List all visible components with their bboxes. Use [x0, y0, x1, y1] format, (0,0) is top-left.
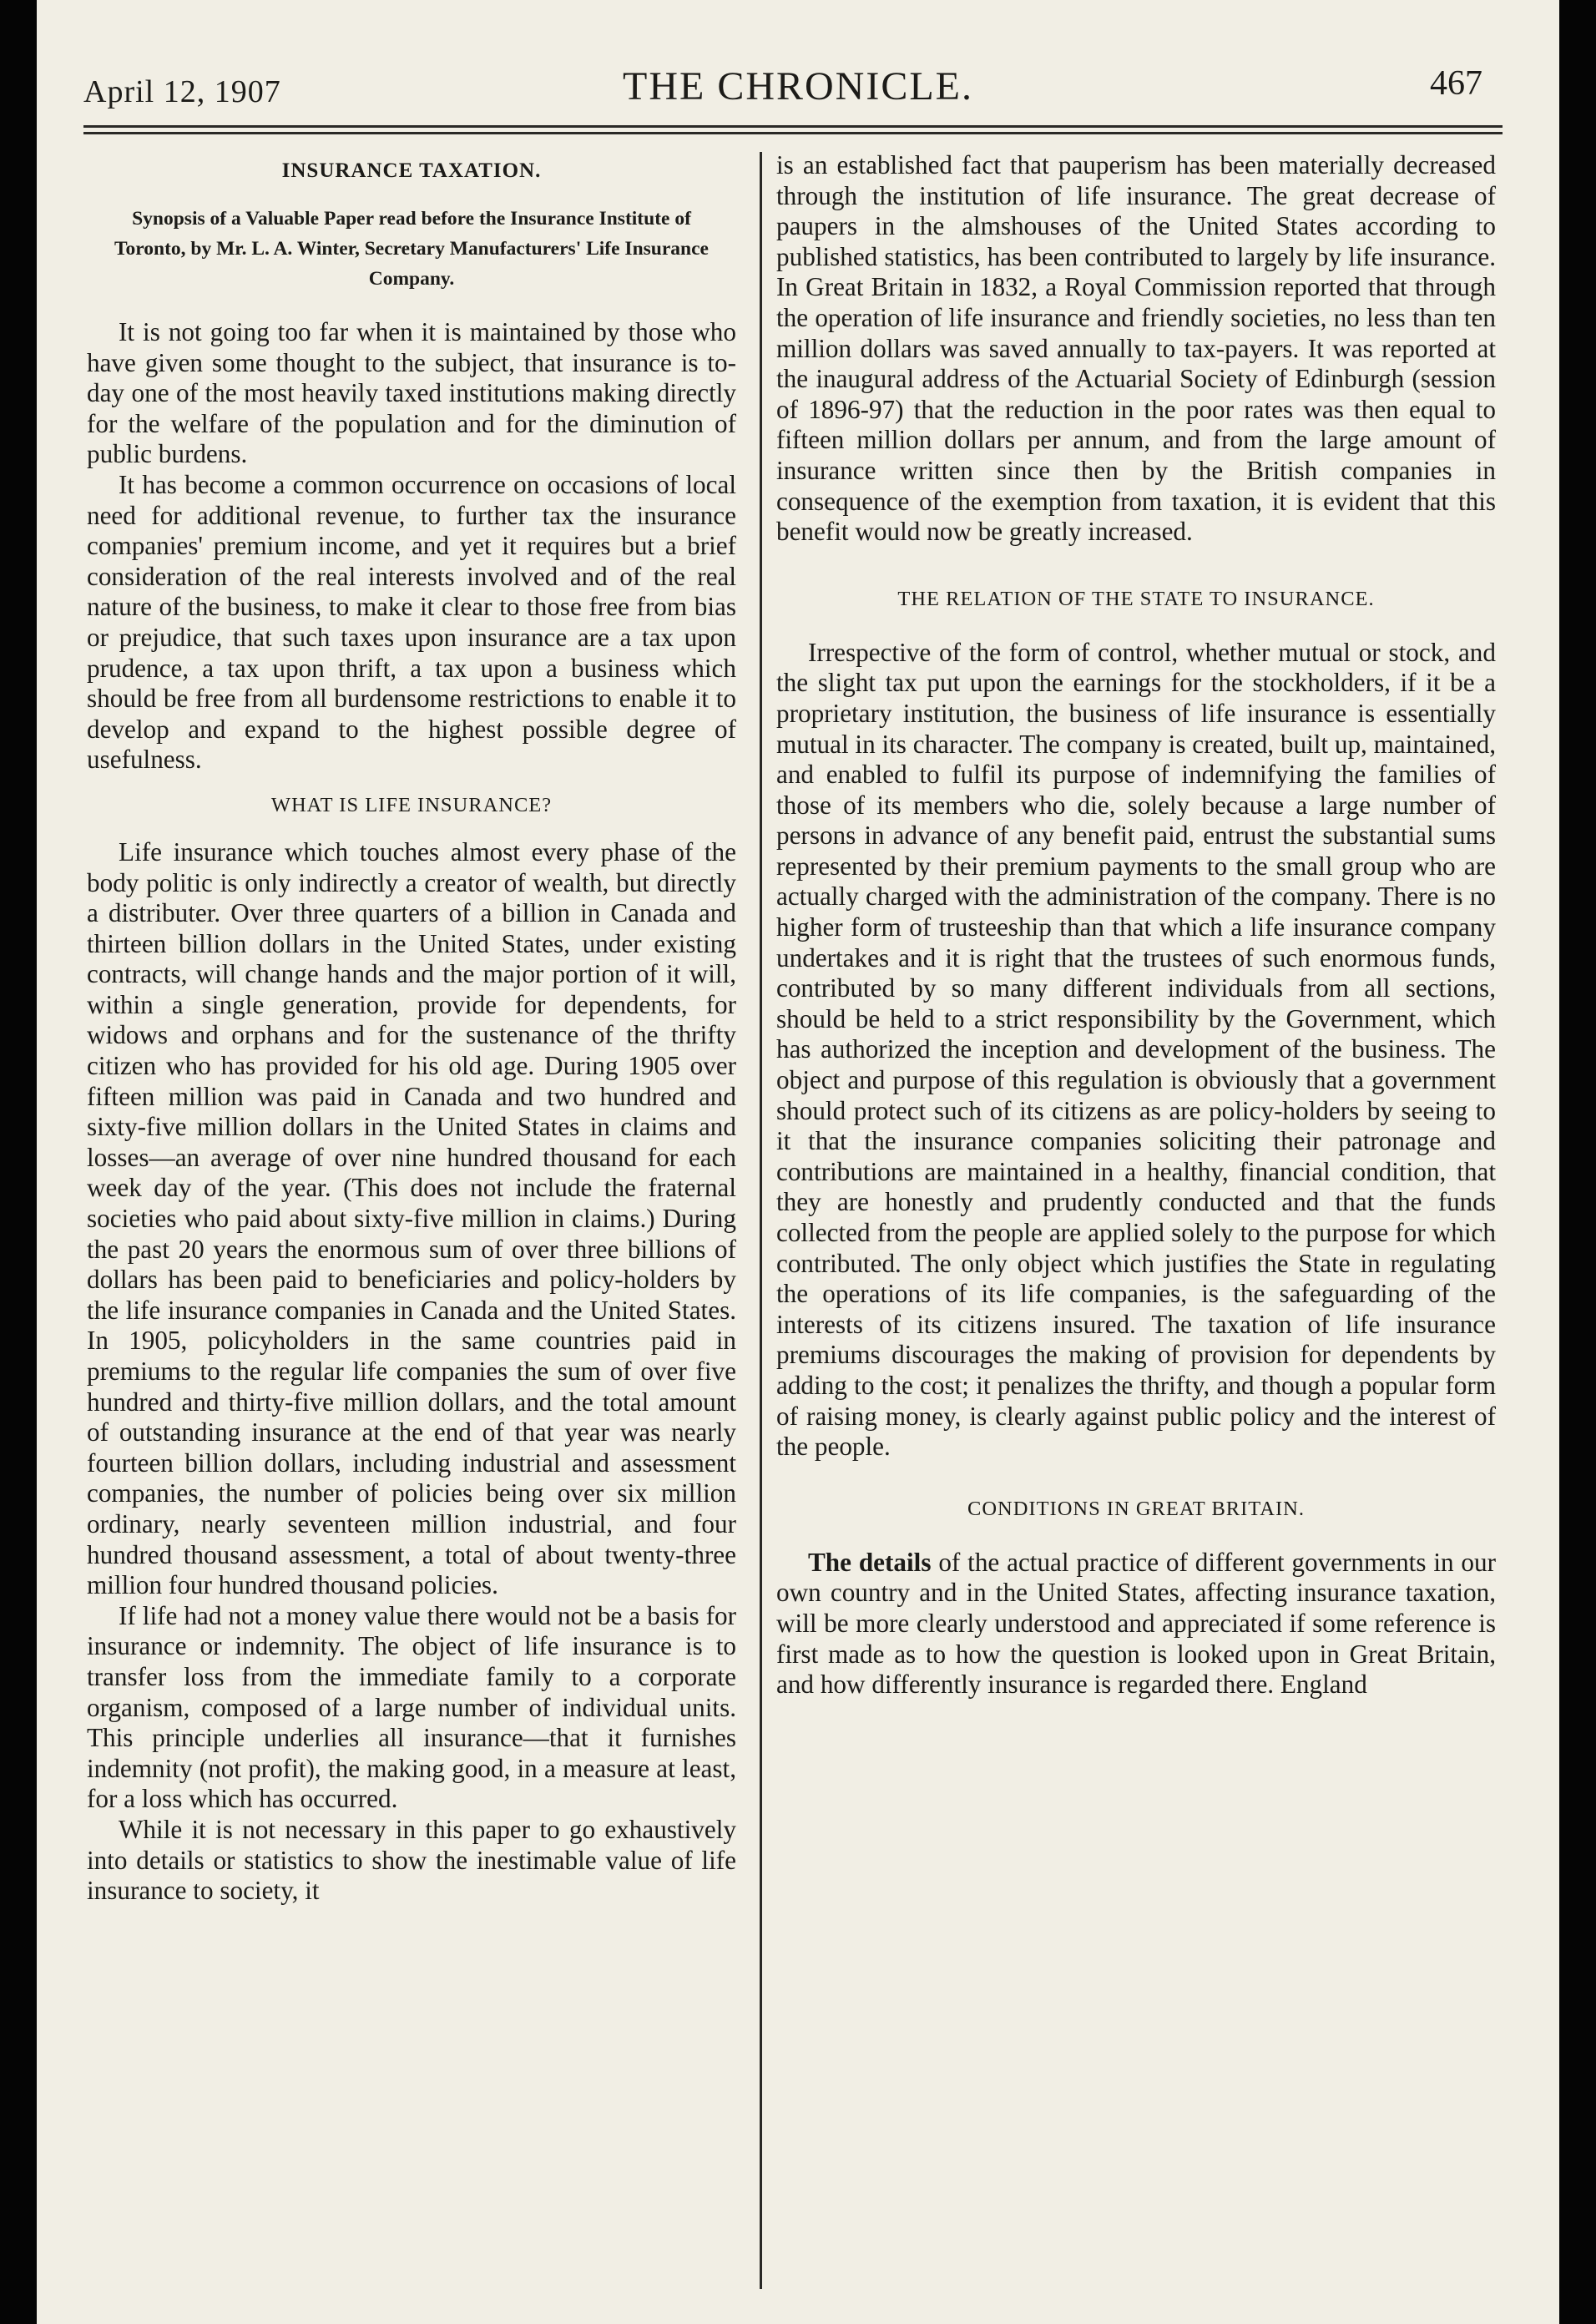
paragraph: Life insurance which touches almost every phase of the body politic is only indirectly a creator of wealth, but directly a distributer. Over three quarters of a billion in Canada and thirteen billion dollars in the United States, under existing contracts, will change hands and the major portion of it will, within a single generation, provide for dependents, for widows and orphans and for the sustenance of the thrifty citizen who has provided for his old age. During 1905 over fifteen million was paid in Canada and two hundred and sixty-five million dollars in the United States in claims and losses—an average of over nine hundred thousand for each week day of the year. (This does not include the fraternal societies who paid about sixty-five million in claims.) During the past 20 years the enormous sum of over three billions of dollars has been paid to beneficiaries and policy-holders by the life insurance companies in Canada and the United States. In 1905, policyholders in the same countries paid in premiums to the regular life companies the sum of over five hundred and thirty-five million dollars, and the total amount of outstanding insurance at the end of that year was nearly fourteen billion dollars, including industrial and assessment companies, the number of policies being over six million ordinary, nearly seventeen million industrial, and four hundred thousand assessment, a total of about twenty-three million four hundred thousand policies.	[87, 836, 736, 1600]
section-heading: WHAT IS LIFE INSURANCE?	[270, 793, 553, 816]
page-number: 467	[1430, 64, 1482, 103]
header-rule-bottom	[83, 132, 1503, 134]
paragraph: Irrespective of the form of control, whether mutual or stock, and the slight tax put upon the earnings for the stockholders, if it be a proprietary institution, the business of life insurance is essentially mutual in its character. The company is created, built up, maintained, and enabled to fulfil its purpose of indemnifying the families of those of its members who die, solely because a large number of persons in advance of any benefit paid, entrust the substantial sums represented by their premium payments to the small group who are actually charged with the administration of the company. There is no higher form of trusteeship than that which a life insurance company undertakes and it is right that the trustees of such enormous funds, contributed by so many different individuals from all sections, should be held to a strict responsibility by the Government, which has authorized the inception and development of the business. The object and purpose of this regulation is obviously that a government should protect such of its citizens as are policy-holders by seeing to it that the insurance companies soliciting their patronage and contributions are maintained in a healthy, financial condition, that they are honestly and prudently conducted and that the funds collected from the people are applied solely to the purpose for which contributed. The only object which justifies the State in regulating the operations of its life companies, is the safeguarding of the interests of its citizens insured. The taxation of life insurance premiums discourages the making of provision for dependents by adding to the cost; it penalizes the thrifty, and though a popular form of raising money, is clearly against public policy and the interest of the people.	[776, 637, 1497, 1462]
paragraph: It is not going too far when it is maintained by those who have given some thought to the subject, that insurance is to-day one of the most heavily taxed institutions making directly for the welfare of the population and for the diminution of public burdens.	[87, 317, 736, 469]
section-heading: CONDITIONS IN GREAT BRITAIN.	[967, 1497, 1305, 1520]
page-header	[37, 0, 1559, 150]
article-subtitle: Synopsis of a Valuable Paper read before the Insurance Institute of Toronto, by Mr. L. A. Winter, Secretary Manufacturers' Life Insurance Company.	[114, 208, 709, 290]
section-heading: THE RELATION OF THE STATE TO INSURANCE.	[897, 587, 1375, 610]
paragraph: If life had not a money value there would not be a basis for insurance or indemnity. The object of life insurance is to transfer loss from the immediate family to a corporate organism, composed of a large number of individual units. This principle underlies all insurance—that it furnishes indemnity (not profit), the making good, in a measure at least, for a loss which has occurred.	[87, 1600, 736, 1814]
right-column	[776, 149, 1496, 1700]
newspaper-page	[37, 0, 1559, 2324]
column-divider	[760, 152, 762, 2289]
paragraph-text: of the actual practice of different governments in our own country and in the United States, affecting insurance taxation, will be more clearly understood and appreciated if some reference is first made as to how the question is looked upon in Great Britain, and how differently insurance is regarded there. England	[776, 1547, 1497, 1700]
lead-in: The details	[808, 1547, 932, 1577]
issue-date: April 12, 1907	[83, 74, 281, 109]
paragraph-continued: is an established fact that pauperism has been materially decreased through the institution of life insurance. The great decrease of paupers in the almshouses of the United States according to published statistics, has been contributed to largely by life insurance. In Great Britain in 1832, a Royal Commission reported that through the operation of life insurance and friendly societies, no less than ten million dollars was saved annually to tax-payers. It was reported at the inaugural address of the Actuarial Society of Edinburgh (session of 1896-97) that the reduction in the poor rates was then equal to fifteen million dollars per annum, and from the large amount of insurance written since then by the British companies in consequence of the exemption from taxation, it is evident that this benefit would now be greatly increased.	[776, 150, 1496, 547]
header-rule-top	[83, 125, 1503, 128]
publication-title: THE CHRONICLE.	[623, 64, 973, 109]
paragraph	[776, 1548, 1496, 1700]
article-title: INSURANCE TAXATION.	[281, 159, 542, 182]
paragraph: While it is not necessary in this paper to go exhaustively into details or statistics to show the inestimable value of life insurance to society, it	[87, 1814, 736, 1906]
paragraph: It has become a common occurrence on occasions of local need for additional revenue, to further tax the insurance companies' premium income, and yet it requires but a brief consideration of the real interests involved and of the real nature of the business, to make it clear to those free from bias or prejudice, that such taxes upon insurance are a tax upon prudence, a tax upon thrift, a tax upon a business which should be free from all burdensome restrictions to enable it to develop and expand to the highest possible degree of usefulness.	[87, 469, 736, 775]
left-column	[87, 149, 736, 1907]
